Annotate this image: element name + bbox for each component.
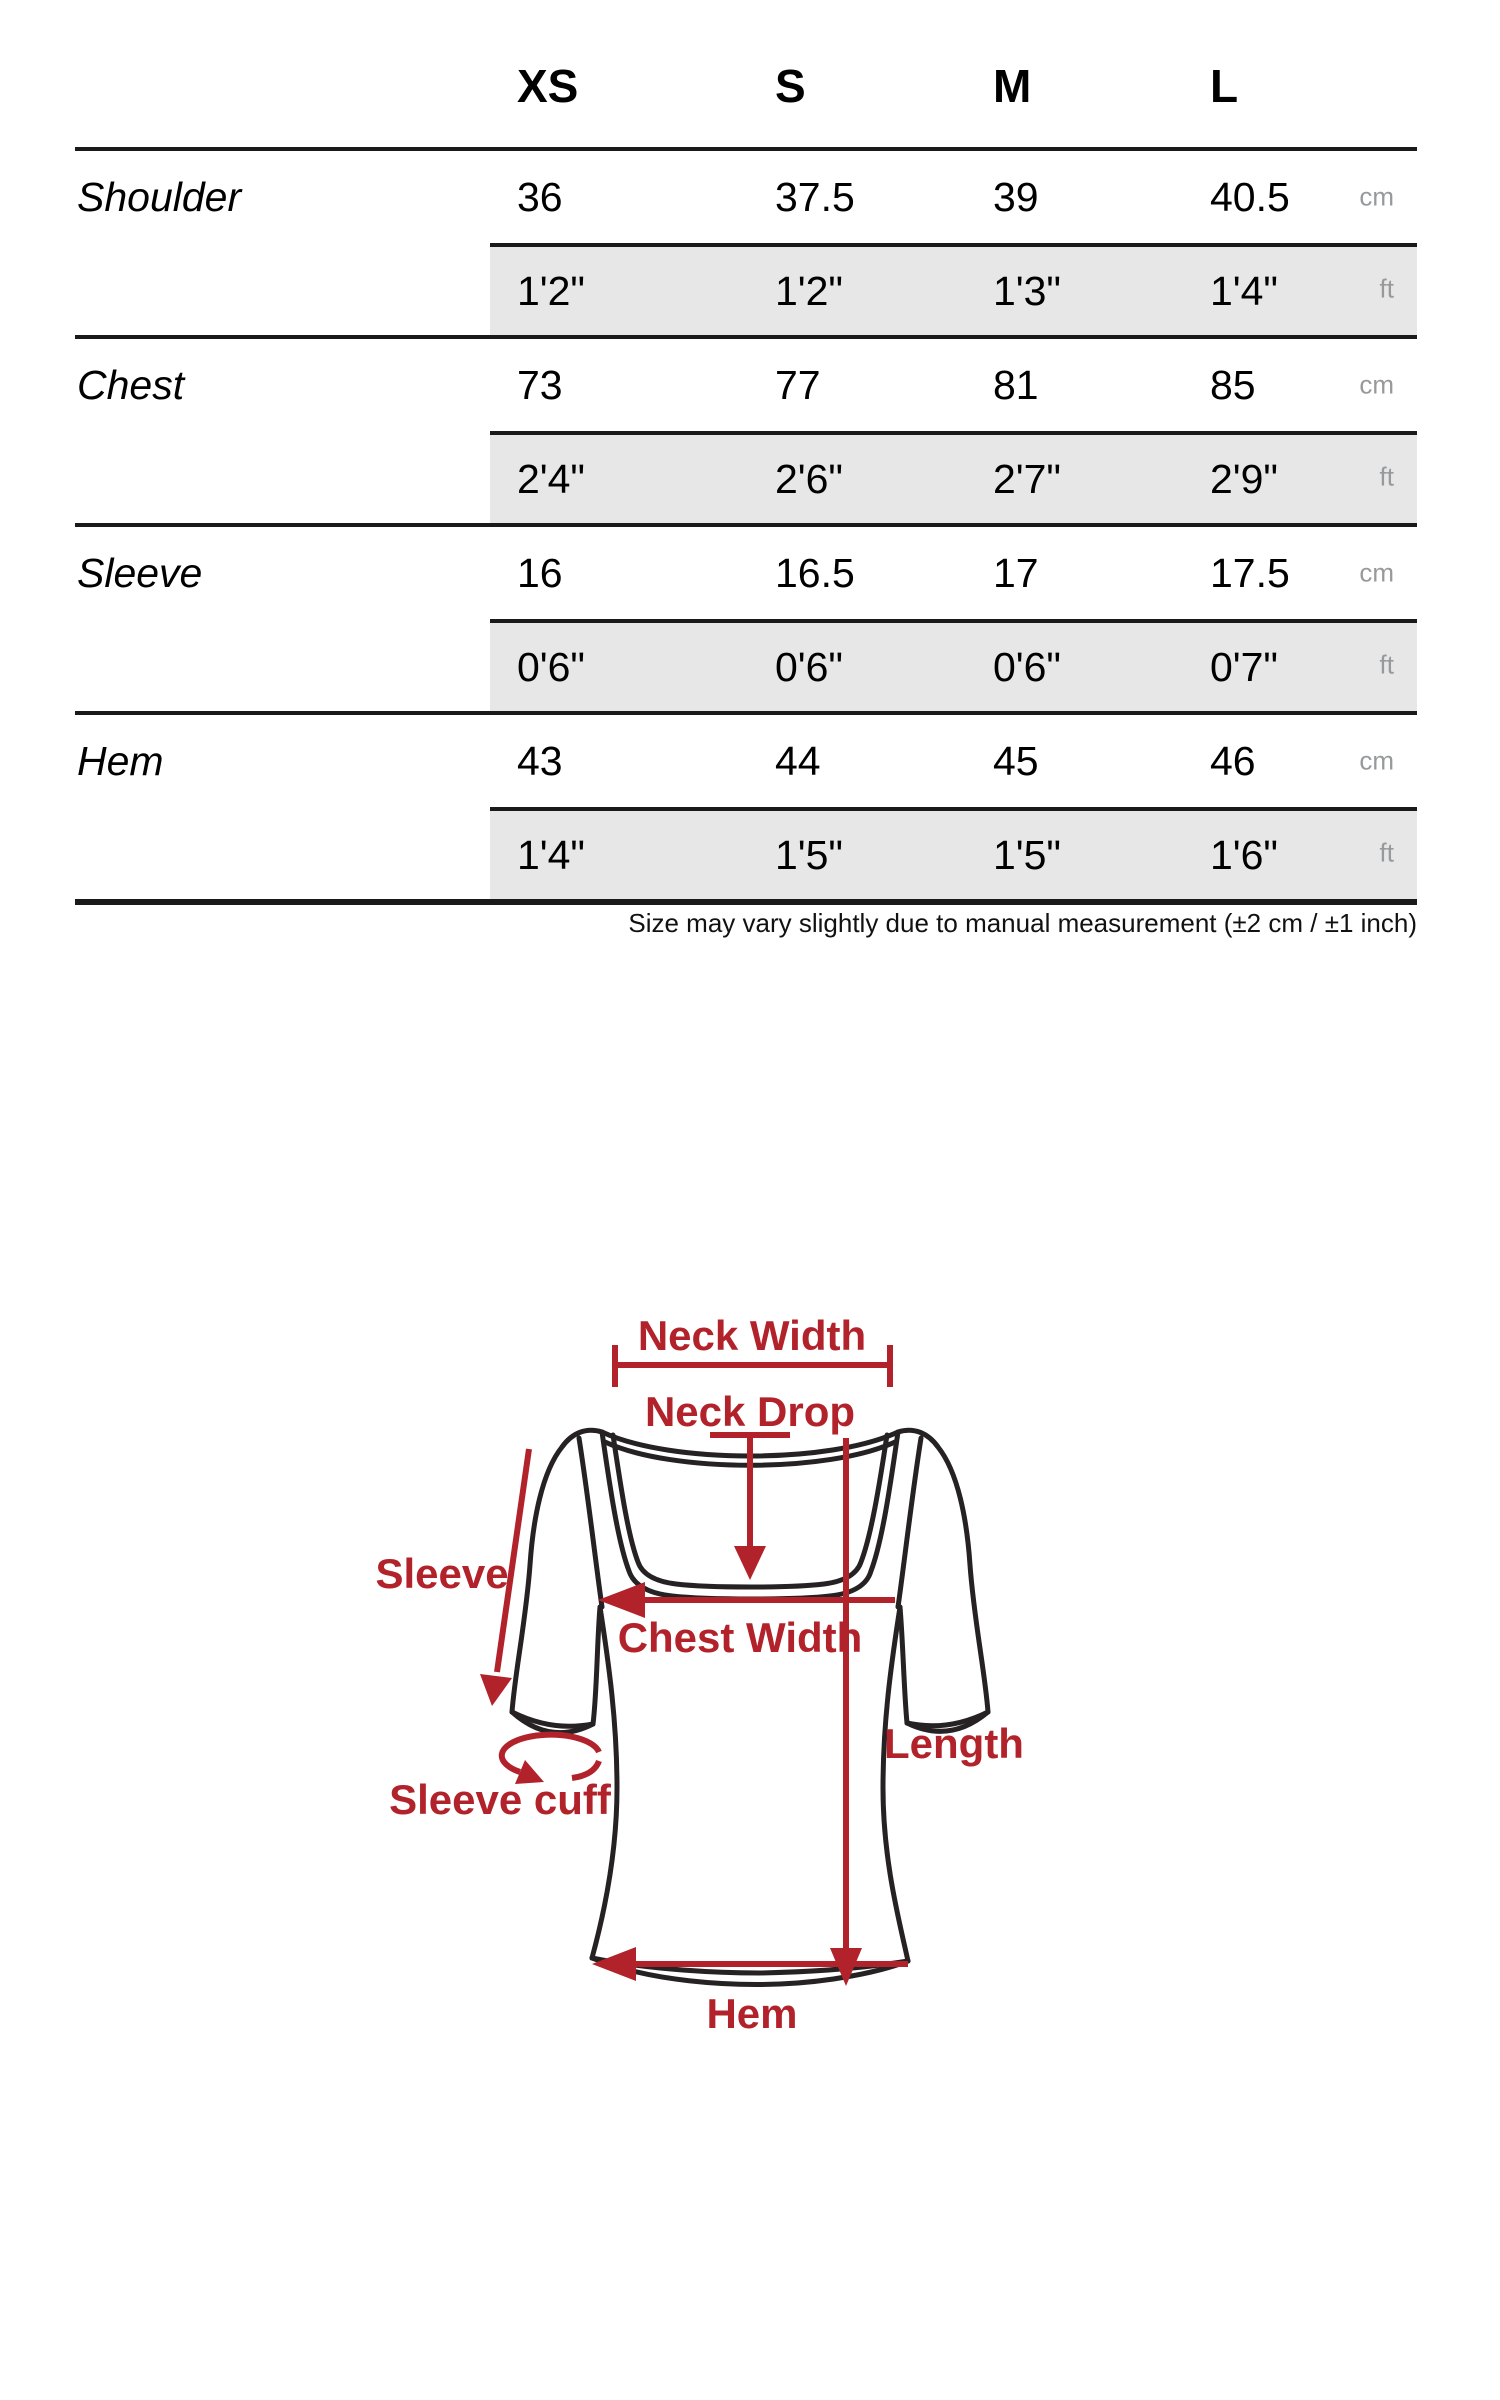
length-measure bbox=[830, 1438, 862, 1986]
measurement-annotations bbox=[480, 1345, 908, 1986]
unit-label-cm: cm bbox=[1359, 745, 1394, 776]
value-cell: 0'7" bbox=[1183, 619, 1417, 711]
sleeve-label: Sleeve bbox=[375, 1550, 509, 1597]
table-row bbox=[75, 715, 1417, 807]
value-cell: 0'6" bbox=[748, 619, 966, 711]
unit-label-ft: ft bbox=[1379, 837, 1394, 868]
measure-group-sleeve bbox=[75, 527, 1417, 715]
row-label: Shoulder bbox=[77, 173, 242, 220]
measure-group-shoulder bbox=[75, 151, 1417, 339]
measure-group-hem bbox=[75, 715, 1417, 899]
value-cell: 0'6" bbox=[966, 619, 1183, 711]
unit-label-ft: ft bbox=[1379, 273, 1394, 304]
row-label: Hem bbox=[77, 737, 164, 784]
value-cell: 73 bbox=[517, 361, 563, 408]
value-cell: 40.5 bbox=[1210, 173, 1290, 220]
value-cell: 44 bbox=[775, 737, 821, 784]
value-cell: 2'7" bbox=[966, 431, 1183, 523]
size-header-row bbox=[75, 0, 1417, 151]
table-row bbox=[75, 339, 1417, 431]
value-cell: 39 bbox=[993, 173, 1039, 220]
table-row bbox=[75, 527, 1417, 619]
chest-width-label: Chest Width bbox=[617, 1614, 863, 1661]
value-cell: 85 bbox=[1210, 361, 1256, 408]
value-cell: 81 bbox=[993, 361, 1039, 408]
value-cell: 1'2" bbox=[490, 243, 748, 335]
value-cell: 77 bbox=[775, 361, 821, 408]
table-row bbox=[75, 243, 1417, 335]
row-label-spacer bbox=[75, 619, 490, 711]
value-cell: 1'3" bbox=[966, 243, 1183, 335]
sleeve-cuff-label: Sleeve cuff bbox=[389, 1776, 611, 1823]
value-cell: 1'2" bbox=[748, 243, 966, 335]
value-cell: 36 bbox=[517, 173, 563, 220]
value-cell: 1'5" bbox=[966, 807, 1183, 899]
row-label: Sleeve bbox=[77, 549, 203, 596]
size-header-l: L bbox=[1210, 60, 1239, 112]
unit-label-ft: ft bbox=[1379, 649, 1394, 680]
value-cell: 17.5 bbox=[1210, 549, 1290, 596]
value-cell: 46 bbox=[1210, 737, 1256, 784]
table-row bbox=[75, 151, 1417, 243]
length-label: Length bbox=[884, 1720, 1024, 1767]
table-row bbox=[75, 431, 1417, 523]
value-cell: 37.5 bbox=[775, 173, 855, 220]
row-label-spacer bbox=[75, 431, 490, 523]
header-spacer bbox=[75, 0, 490, 147]
size-header-s: S bbox=[775, 60, 806, 112]
table-row bbox=[75, 619, 1417, 711]
value-cell: 2'4" bbox=[490, 431, 748, 523]
value-cell: 43 bbox=[517, 737, 563, 784]
value-cell: 2'6" bbox=[748, 431, 966, 523]
unit-label-ft: ft bbox=[1379, 461, 1394, 492]
value-cell: 2'9" bbox=[1183, 431, 1417, 523]
neck-drop-label: Neck Drop bbox=[644, 1388, 856, 1435]
size-chart-table bbox=[75, 0, 1417, 905]
unit-label-cm: cm bbox=[1359, 557, 1394, 588]
value-cell: 17 bbox=[993, 549, 1039, 596]
row-label-spacer bbox=[75, 243, 490, 335]
unit-label-cm: cm bbox=[1359, 369, 1394, 400]
value-cell: 1'4" bbox=[490, 807, 748, 899]
neck-width-label: Neck Width bbox=[637, 1312, 867, 1359]
garment-measurement-diagram bbox=[350, 1280, 1110, 2060]
size-header-xs: XS bbox=[517, 60, 579, 112]
value-cell: 1'4" bbox=[1183, 243, 1417, 335]
value-cell: 16.5 bbox=[775, 549, 855, 596]
value-cell: 45 bbox=[993, 737, 1039, 784]
measure-group-chest bbox=[75, 339, 1417, 527]
measurement-disclaimer: Size may vary slightly due to manual measurement (±2 cm / ±1 inch) bbox=[628, 908, 1417, 938]
size-header-m: M bbox=[993, 60, 1032, 112]
value-cell: 1'6" bbox=[1183, 807, 1417, 899]
hem-label: Hem bbox=[706, 1990, 798, 2037]
unit-label-cm: cm bbox=[1359, 181, 1394, 212]
row-label: Chest bbox=[77, 361, 185, 408]
value-cell: 1'5" bbox=[748, 807, 966, 899]
value-cell: 16 bbox=[517, 549, 563, 596]
value-cell: 0'6" bbox=[490, 619, 748, 711]
